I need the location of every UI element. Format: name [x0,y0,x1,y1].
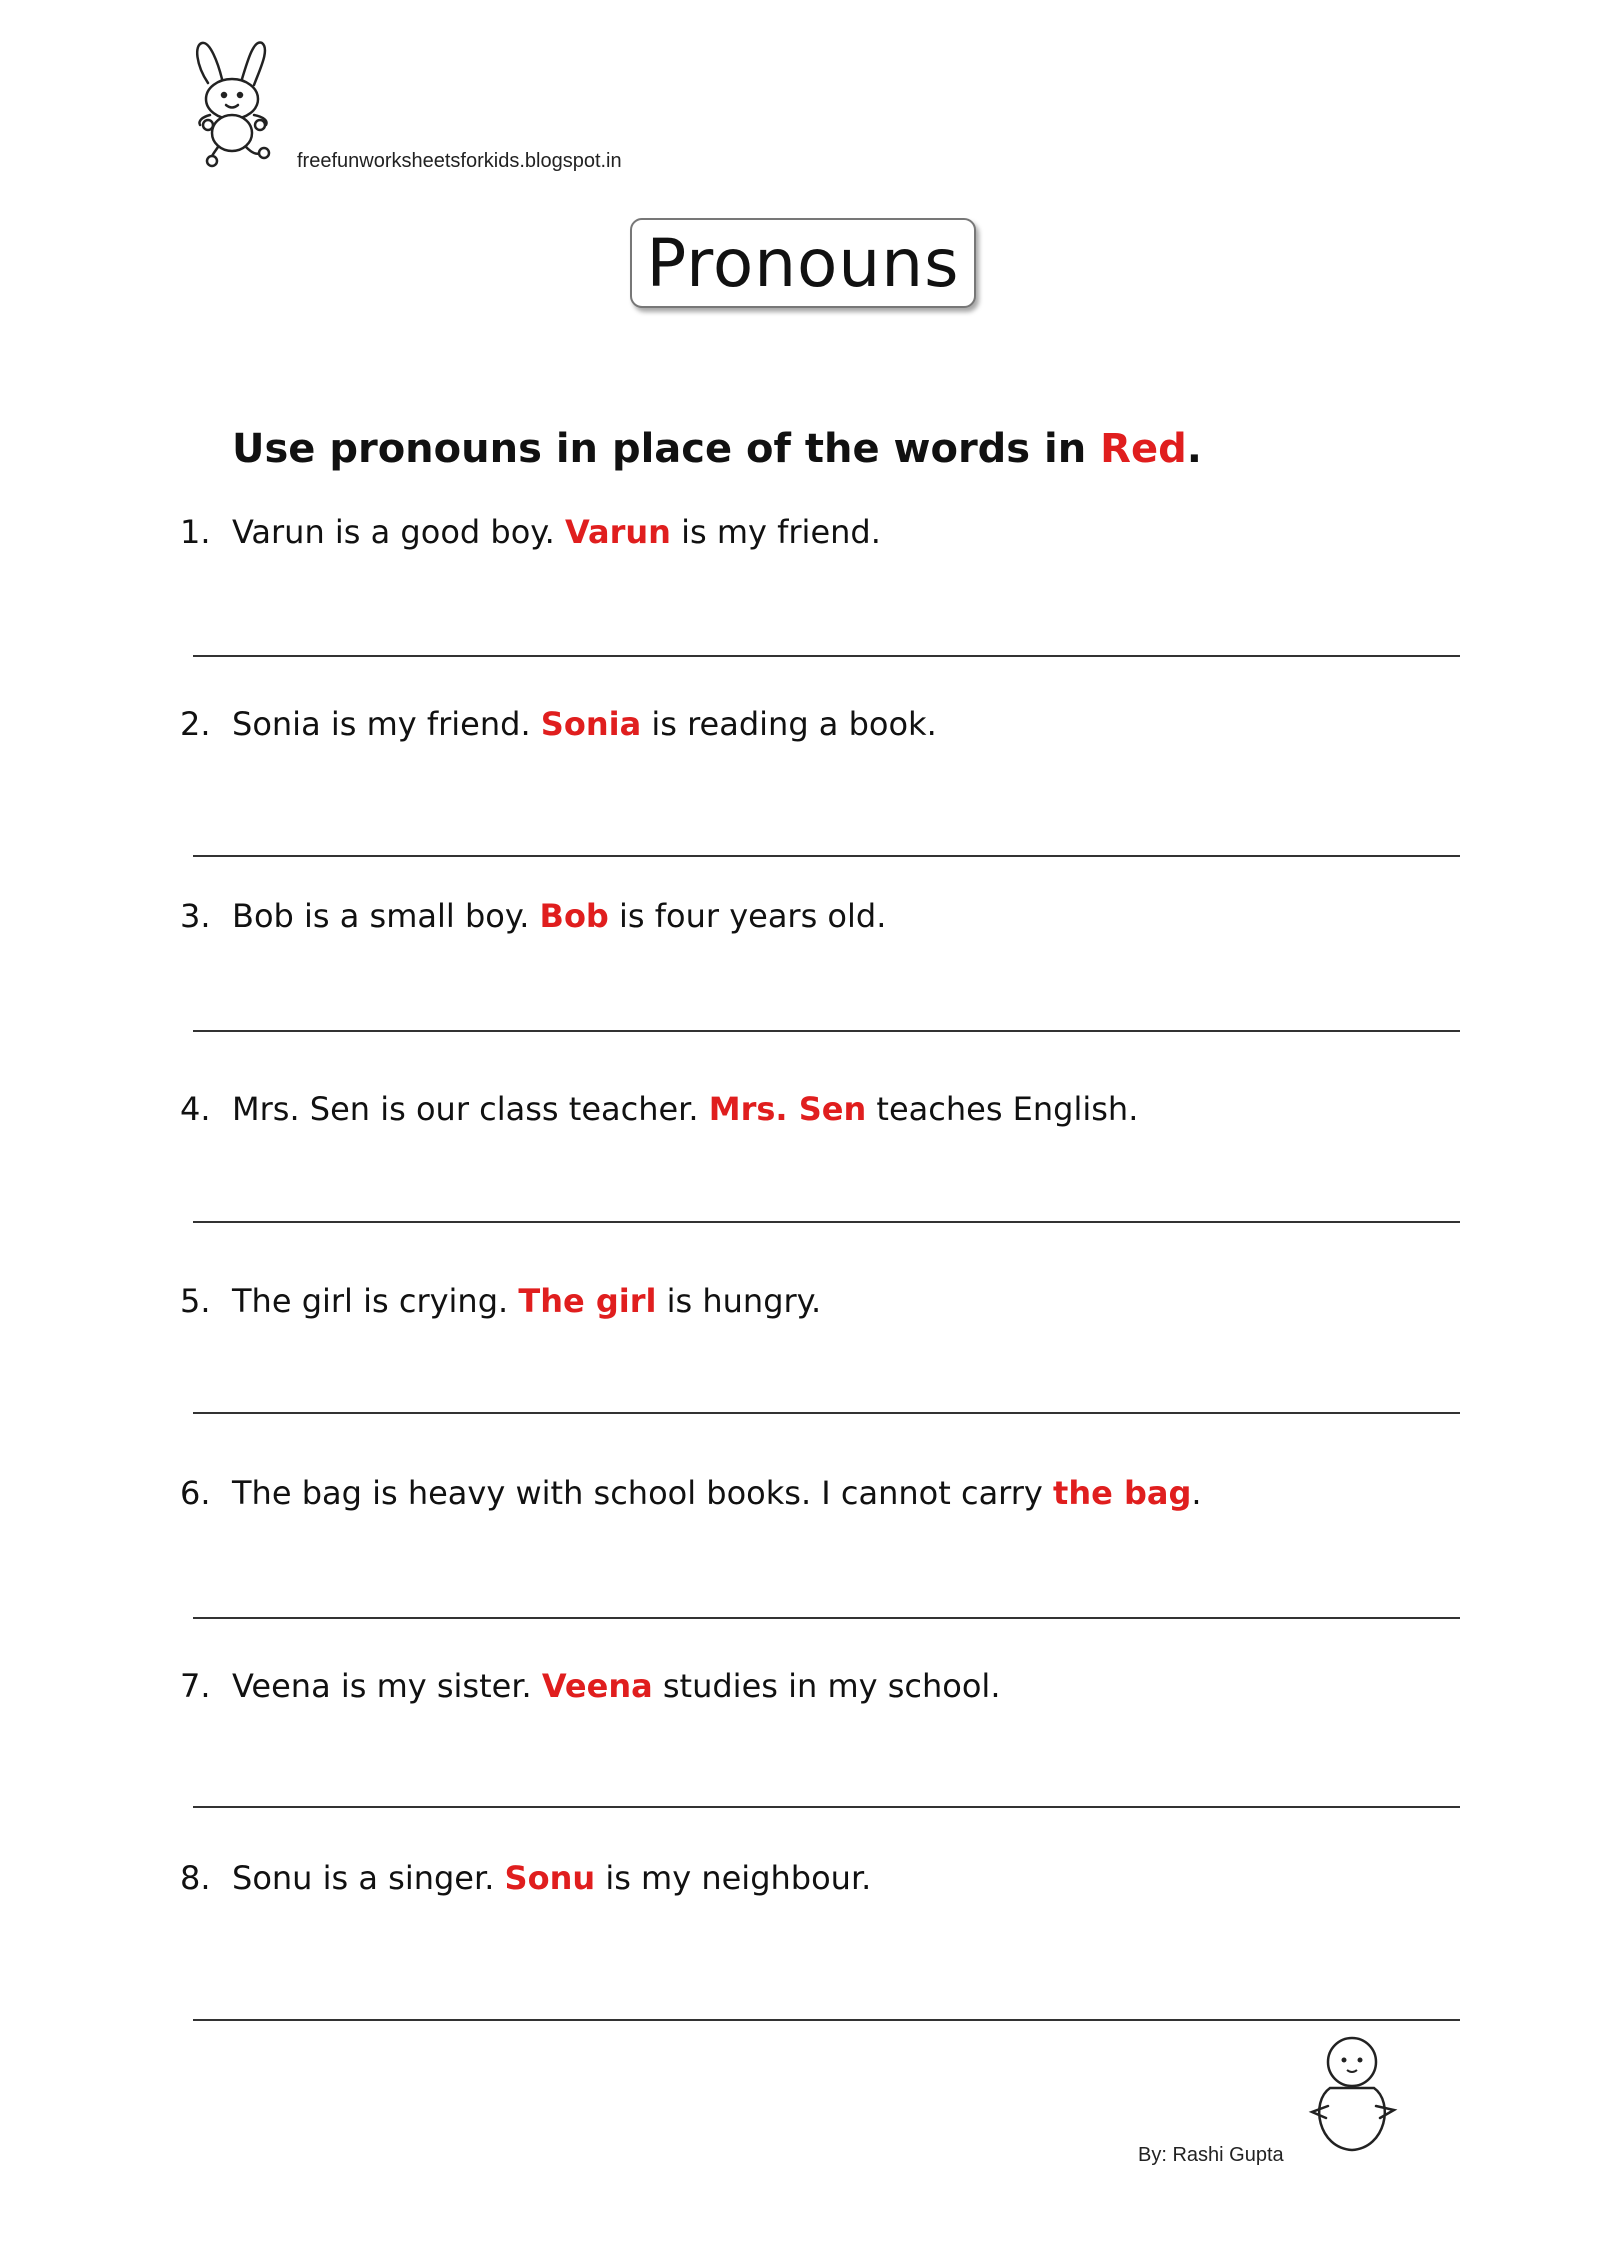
question-8 [180,1859,871,1897]
question-text-end: . [1191,1474,1202,1512]
question-highlight: Bob [539,897,609,935]
question-number: 6. [180,1474,211,1512]
question-text: Mrs. Sen is our class teacher. [232,1090,709,1128]
question-text-end: studies in my school. [652,1667,1001,1705]
answer-line-4[interactable] [193,1221,1460,1223]
question-number: 4. [180,1090,211,1128]
instruction-highlight: Red [1100,426,1187,472]
site-url: freefunworksheetsforkids.blogspot.in [297,150,622,172]
title-box [630,218,976,308]
answer-line-8[interactable] [193,2019,1460,2021]
question-text: Sonia is my friend. [232,705,541,743]
question-number: 3. [180,897,211,935]
instruction [232,426,1202,472]
question-highlight: the bag [1053,1474,1192,1512]
question-highlight: The girl [518,1282,657,1320]
question-number: 8. [180,1859,211,1897]
question-highlight: Sonu [504,1859,596,1897]
author-credit: By: Rashi Gupta [1138,2144,1284,2166]
question-3 [180,897,886,935]
question-7 [180,1667,1000,1705]
question-text: The bag is heavy with school books. I cannot carry [232,1474,1054,1512]
answer-line-1[interactable] [193,655,1460,657]
question-text: The girl is crying. [232,1282,519,1320]
question-number: 5. [180,1282,211,1320]
question-text: Sonu is a singer. [232,1859,505,1897]
question-highlight: Mrs. Sen [708,1090,867,1128]
question-6 [180,1474,1202,1512]
question-text-end: is four years old. [608,897,887,935]
question-text-end: teaches English. [866,1090,1139,1128]
question-4 [180,1090,1138,1128]
question-1 [180,513,881,551]
question-number: 7. [180,1667,211,1705]
question-text: Veena is my sister. [232,1667,542,1705]
question-2 [180,705,937,743]
question-text-end: is reading a book. [641,705,937,743]
page-title: Pronouns [646,224,960,302]
answer-line-2[interactable] [193,855,1460,857]
bunny-icon [188,35,298,170]
question-highlight: Varun [564,513,671,551]
question-highlight: Sonia [540,705,642,743]
instruction-period: . [1186,426,1202,472]
question-5 [180,1282,821,1320]
answer-line-7[interactable] [193,1806,1460,1808]
question-number: 1. [180,513,211,551]
answer-line-3[interactable] [193,1030,1460,1032]
question-text: Bob is a small boy. [232,897,540,935]
question-text-end: is my neighbour. [595,1859,872,1897]
question-text: Varun is a good boy. [232,513,565,551]
question-text-end: is hungry. [656,1282,822,1320]
answer-line-5[interactable] [193,1412,1460,1414]
instruction-text: Use pronouns in place of the words in [232,426,1101,472]
answer-line-6[interactable] [193,1617,1460,1619]
question-text-end: is my friend. [670,513,881,551]
chick-icon [1300,2022,1410,2162]
question-number: 2. [180,705,211,743]
question-highlight: Veena [541,1667,653,1705]
